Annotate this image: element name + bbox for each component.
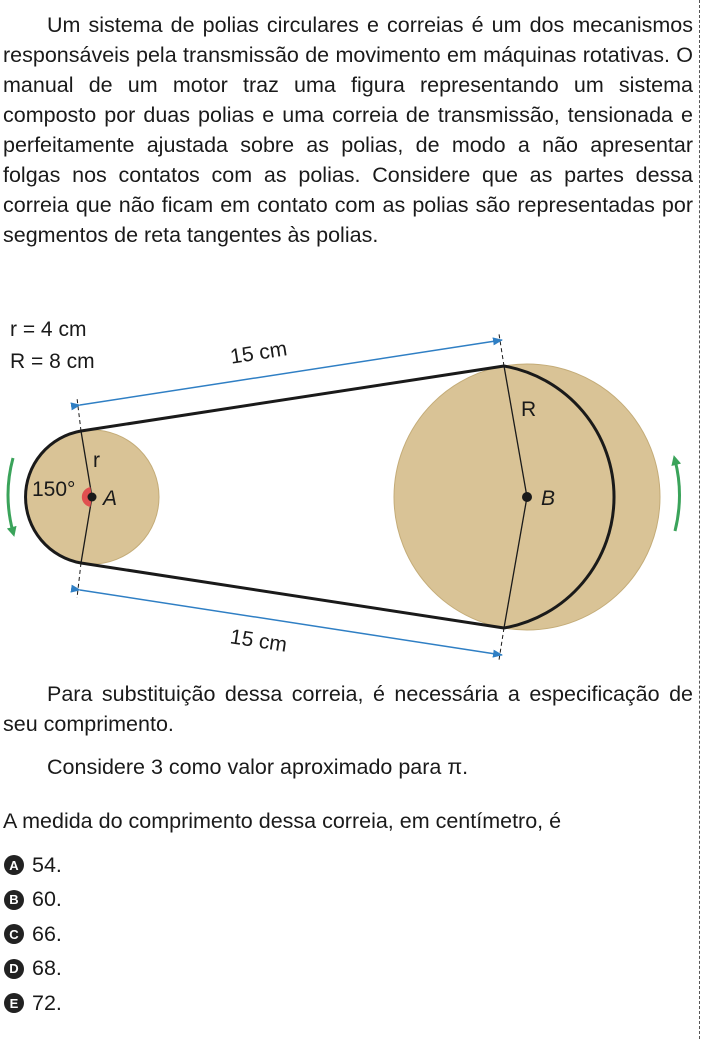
large-radius-label: R	[521, 398, 537, 421]
center-a-dot	[88, 493, 97, 502]
extension-small-top	[77, 398, 81, 431]
pulley-figure	[0, 300, 702, 670]
option-d-badge: D	[4, 959, 24, 979]
option-a-badge: A	[4, 855, 24, 875]
center-b-dot	[522, 492, 532, 502]
option-c[interactable]	[4, 917, 62, 952]
extension-small-bottom	[77, 563, 81, 598]
option-a[interactable]	[4, 848, 62, 883]
option-b-badge: B	[4, 890, 24, 910]
specification-paragraph: Para substituição dessa correia, é necessária a especificação de seu comprimento.	[3, 682, 693, 736]
option-d[interactable]	[4, 952, 62, 987]
option-d-text: 68.	[32, 956, 62, 981]
bottom-dimension-arrow	[80, 590, 502, 655]
option-c-badge: C	[4, 924, 24, 944]
center-a-label: A	[103, 487, 118, 510]
bottom-length-label: 15 cm	[228, 625, 289, 657]
answer-options	[4, 848, 62, 1021]
question-stem: A medida do comprimento dessa correia, em centímetro, é	[3, 809, 562, 833]
legend-large-radius: R = 8 cm	[10, 350, 95, 373]
option-b-text: 60.	[32, 887, 62, 912]
option-e[interactable]	[4, 986, 62, 1021]
rotation-arrow-right	[675, 460, 680, 531]
pi-note: Considere 3 como valor aproximado para π.	[47, 755, 469, 779]
center-b-label: B	[541, 487, 556, 510]
intro-paragraph: Um sistema de polias circulares e correias é um dos mecanismos responsáveis pela transmissão de movimento em máquinas rotativas. O manual de um motor traz uma figura representando um sistema composto por duas polias e uma correia de transmissão, tensionada e perfeitamente ajustada sobre as polias, de modo a não apresentar folgas nos contatos com as polias. Considere que as partes dessa correia que não ficam em contato com as polias são representadas por segmentos de reta tangentes às polias.	[3, 13, 693, 247]
extension-large-top	[499, 334, 504, 366]
top-length-label: 15 cm	[228, 337, 289, 369]
option-e-text: 72.	[32, 990, 62, 1015]
option-a-text: 54.	[32, 852, 62, 877]
top-dimension-arrow	[80, 340, 502, 405]
legend-small-radius: r = 4 cm	[10, 318, 87, 341]
small-radius-label: r	[93, 449, 100, 472]
option-c-text: 66.	[32, 921, 62, 946]
option-b[interactable]	[4, 883, 62, 918]
angle-label: 150°	[32, 478, 76, 501]
rotation-arrow-left	[8, 458, 13, 532]
option-e-badge: E	[4, 993, 24, 1013]
